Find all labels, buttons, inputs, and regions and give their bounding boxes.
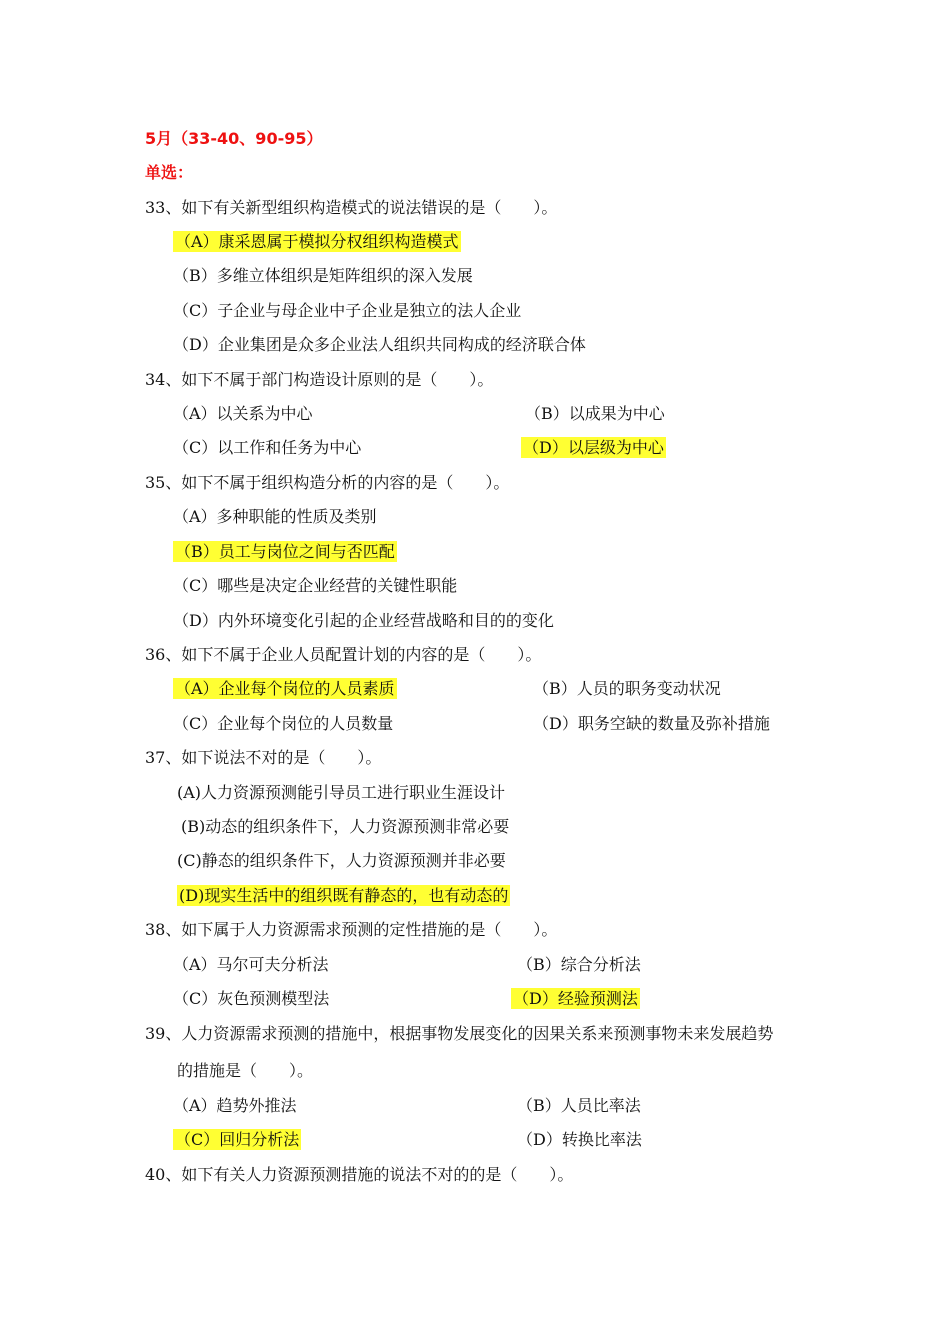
question-35-stem: 35、如下不属于组织构造分析的内容的是（ ）。 — [145, 473, 510, 492]
question-38-stem: 38、如下属于人力资源需求预测的定性措施的是（ ）。 — [145, 920, 558, 939]
question-34-option-a: （A）以关系为中心 — [173, 404, 313, 423]
answer-highlight: （C）回归分析法 — [175, 1130, 300, 1149]
question-39-option-a: （A）趋势外推法 — [173, 1096, 297, 1115]
question-38-option-c: （C）灰色预测模型法 — [173, 989, 330, 1008]
question-38-option-b: （B）综合分析法 — [517, 955, 641, 974]
answer-highlight: (D)现实生活中的组织既有静态的，也有动态的 — [179, 886, 509, 905]
question-36-option-b: （B）人员的职务变动状况 — [533, 679, 721, 698]
question-38-option-d — [511, 988, 640, 1010]
question-37-option-d — [177, 885, 510, 907]
question-36-option-a — [173, 678, 397, 700]
question-36-option-d: （D）职务空缺的数量及弥补措施 — [533, 714, 770, 733]
section-heading: 单选： — [145, 163, 194, 182]
answer-highlight: （A）康采恩属于模拟分权组织构造模式 — [175, 232, 459, 251]
question-36-stem: 36、如下不属于企业人员配置计划的内容的是（ ）。 — [145, 645, 542, 664]
question-35-option-c: （C）哪些是决定企业经营的关键性职能 — [173, 576, 458, 595]
answer-highlight: （B）员工与岗位之间与否匹配 — [175, 542, 395, 561]
question-39-option-c — [173, 1129, 301, 1151]
answer-highlight: （D）经验预测法 — [513, 989, 638, 1008]
question-34-option-d — [521, 437, 666, 459]
question-34-option-c: （C）以工作和任务为中心 — [173, 438, 362, 457]
question-33-option-b: （B）多维立体组织是矩阵组织的深入发展 — [173, 266, 473, 285]
question-37-option-c: (C)静态的组织条件下，人力资源预测并非必要 — [177, 851, 506, 870]
question-37-option-a: (A)人力资源预测能引导员工进行职业生涯设计 — [177, 783, 506, 802]
question-37-option-b: (B)动态的组织条件下，人力资源预测非常必要 — [181, 817, 510, 836]
question-37-stem: 37、如下说法不对的是（ ）。 — [145, 748, 382, 767]
question-34-option-b: （B）以成果为中心 — [525, 404, 665, 423]
question-36-option-c: （C）企业每个岗位的人员数量 — [173, 714, 394, 733]
answer-highlight: （A）企业每个岗位的人员素质 — [175, 679, 395, 698]
question-34-stem: 34、如下不属于部门构造设计原则的是（ ）。 — [145, 370, 494, 389]
question-40-stem: 40、如下有关人力资源预测措施的说法不对的的是（ ）。 — [145, 1165, 574, 1184]
question-35-option-b — [173, 541, 397, 563]
question-39-option-b: （B）人员比率法 — [517, 1096, 641, 1115]
question-39-option-d: （D）转换比率法 — [517, 1130, 642, 1149]
answer-highlight: （D）以层级为中心 — [523, 438, 664, 457]
question-33-option-c: （C）子企业与母企业中子企业是独立的法人企业 — [173, 301, 522, 320]
month-heading: 5月（33-40、90-95） — [145, 129, 323, 148]
question-33-stem: 33、如下有关新型组织构造模式的说法错误的是（ ）。 — [145, 198, 558, 217]
question-33-option-d: （D）企业集团是众多企业法人组织共同构成的经济联合体 — [173, 335, 586, 354]
question-38-option-a: （A）马尔可夫分析法 — [173, 955, 329, 974]
question-35-option-d: （D）内外环境变化引起的企业经营战略和目的的变化 — [173, 611, 554, 630]
question-39-stem: 39、人力资源需求预测的措施中，根据事物发展变化的因果关系来预测事物未来发展趋势 — [145, 1024, 774, 1043]
question-39-stem-continued: 的措施是（ ）。 — [177, 1061, 314, 1080]
question-33-option-a — [173, 231, 461, 253]
question-35-option-a: （A）多种职能的性质及类别 — [173, 507, 377, 526]
